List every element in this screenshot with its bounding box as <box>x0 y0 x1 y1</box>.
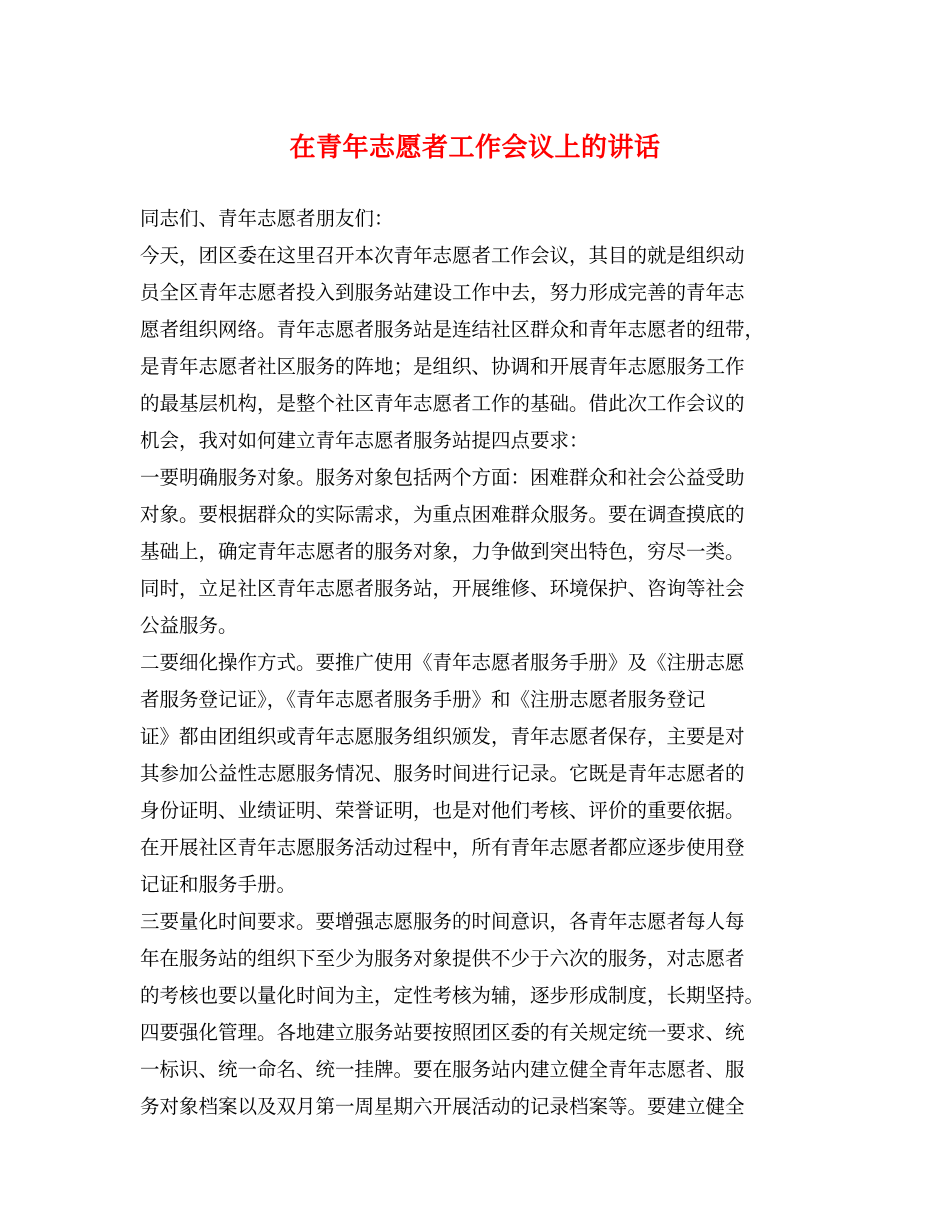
body-text-line: 证》都由团组织或青年志愿服务组织颁发，青年志愿者保存，主要是对 <box>140 725 745 748</box>
body-text-line: 是青年志愿者社区服务的阵地；是组织、协调和开展青年志愿服务工作 <box>140 355 745 378</box>
body-text-line: 记证和服务手册。 <box>140 873 297 896</box>
body-text-line: 公益服务。 <box>140 614 238 637</box>
body-text-line: 基础上，确定青年志愿者的服务对象，力争做到突出特色，穷尽一类。 <box>140 540 745 563</box>
body-text-line: 的最基层机构，是整个社区青年志愿者工作的基础。借此次工作会议的 <box>140 392 745 415</box>
document-body <box>140 200 820 1125</box>
body-text-line: 一要明确服务对象。服务对象包括两个方面：困难群众和社会公益受助 <box>140 466 745 489</box>
body-text-line: 在开展社区青年志愿服务活动过程中，所有青年志愿者都应逐步使用登 <box>140 836 745 859</box>
body-text-line: 者服务登记证》，《青年志愿者服务手册》和《注册志愿者服务登记 <box>140 688 706 711</box>
body-text-line: 愿者组织网络。青年志愿者服务站是连结社区群众和青年志愿者的纽带， <box>140 318 765 341</box>
body-text-line: 三要量化时间要求。要增强志愿服务的时间意识，各青年志愿者每人每 <box>140 910 745 933</box>
body-text-line: 四要强化管理。各地建立服务站要按照团区委的有关规定统一要求、统 <box>140 1021 745 1044</box>
body-text-line: 一标识、统一命名、统一挂牌。要在服务站内建立健全青年志愿者、服 <box>140 1058 745 1081</box>
body-text-line: 年在服务站的组织下至少为服务对象提供不少于六次的服务，对志愿者 <box>140 947 745 970</box>
body-text-line: 务对象档案以及双月第一周星期六开展活动的记录档案等。要建立健全 <box>140 1095 745 1118</box>
document-title: 在青年志愿者工作会议上的讲话 <box>289 133 661 163</box>
body-text-line: 同志们、青年志愿者朋友们： <box>140 207 394 230</box>
body-text-line: 二要细化操作方式。要推广使用《青年志愿者服务手册》及《注册志愿 <box>140 651 745 674</box>
body-text-line: 其参加公益性志愿服务情况、服务时间进行记录。它既是青年志愿者的 <box>140 762 745 785</box>
body-text-line: 对象。要根据群众的实际需求，为重点困难群众服务。要在调查摸底的 <box>140 503 745 526</box>
body-text-line: 身份证明、业绩证明、荣誉证明，也是对他们考核、评价的重要依据。 <box>140 799 745 822</box>
body-text-line: 同时，立足社区青年志愿者服务站，开展维修、环境保护、咨询等社会 <box>140 577 745 600</box>
body-text-line: 机会，我对如何建立青年志愿者服务站提四点要求： <box>140 429 589 452</box>
body-text-line: 今天，团区委在这里召开本次青年志愿者工作会议，其目的就是组织动 <box>140 244 745 267</box>
body-text-line: 的考核也要以量化时间为主，定性考核为辅，逐步形成制度，长期坚持。 <box>140 984 765 1007</box>
body-text-line: 员全区青年志愿者投入到服务站建设工作中去，努力形成完善的青年志 <box>140 281 745 304</box>
